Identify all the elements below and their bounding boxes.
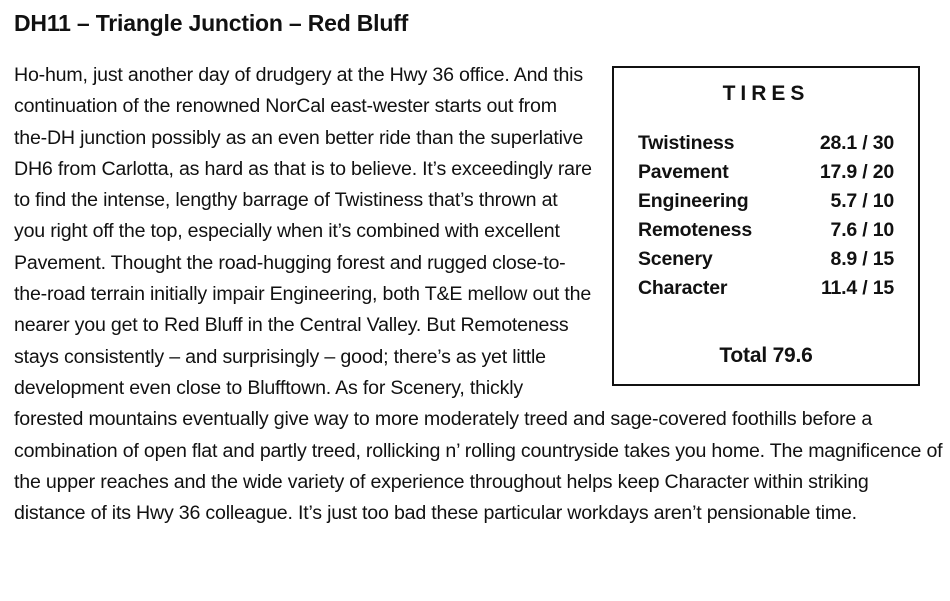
tires-score-box	[612, 66, 920, 386]
score-row-twistiness	[638, 132, 894, 161]
score-value: 8.9 / 15	[830, 248, 894, 270]
score-label: Character	[638, 277, 728, 299]
page-title: DH11 – Triangle Junction – Red Bluff	[14, 10, 409, 36]
tires-heading: TIRES	[722, 82, 810, 105]
article	[14, 60, 944, 529]
score-value: 11.4 / 15	[820, 277, 894, 299]
score-row-character	[638, 277, 894, 306]
article-body: Ho-hum, just another day of drudgery at the Hwy 36 office. And this continuation of the renowned NorCal east-wester starts out from the-DH junction possibly as an even better ride than the superlative DH6 from Carlotta, as hard as that is to believe. It’s exceedingly rare to find the intense, lengthy barrage of Twistiness that’s thrown at you right off the top, especially when it’s combined with excellent Pavement. Thought the road-hugging forest and rugged close-to-the-road terrain initially impair Engineering, both T&E mellow out the nearer you get to Red Bluff in the Central Valley. But Remoteness stays consistently – and surprisingly – good; there’s as yet little development even close to Blufftown. As for Scenery, thickly forested mountains eventually give way to more moderately treed and sage-covered foothills before a combination of open flat and partly treed, rollicking n’ rolling countryside takes you home. The magnificence of the upper reaches and the wide variety of experience throughout helps keep Character within striking distance of its Hwy 36 colleague. It’s just too bad these particular workdays aren’t pensionable time.	[14, 64, 943, 525]
score-list	[638, 132, 894, 306]
score-label: Twistiness	[638, 132, 735, 154]
score-row-remoteness	[638, 219, 894, 248]
score-label: Engineering	[638, 190, 749, 212]
score-value: 5.7 / 10	[830, 190, 894, 212]
score-value: 28.1 / 30	[819, 132, 894, 154]
score-label: Remoteness	[638, 219, 752, 241]
score-row-pavement	[638, 161, 894, 190]
score-value: 17.9 / 20	[819, 161, 894, 183]
total-score: Total 79.6	[719, 344, 813, 367]
score-label: Scenery	[638, 248, 713, 270]
score-value: 7.6 / 10	[830, 219, 894, 241]
score-row-engineering	[638, 190, 894, 219]
score-row-scenery	[638, 248, 894, 277]
score-label: Pavement	[638, 161, 729, 183]
